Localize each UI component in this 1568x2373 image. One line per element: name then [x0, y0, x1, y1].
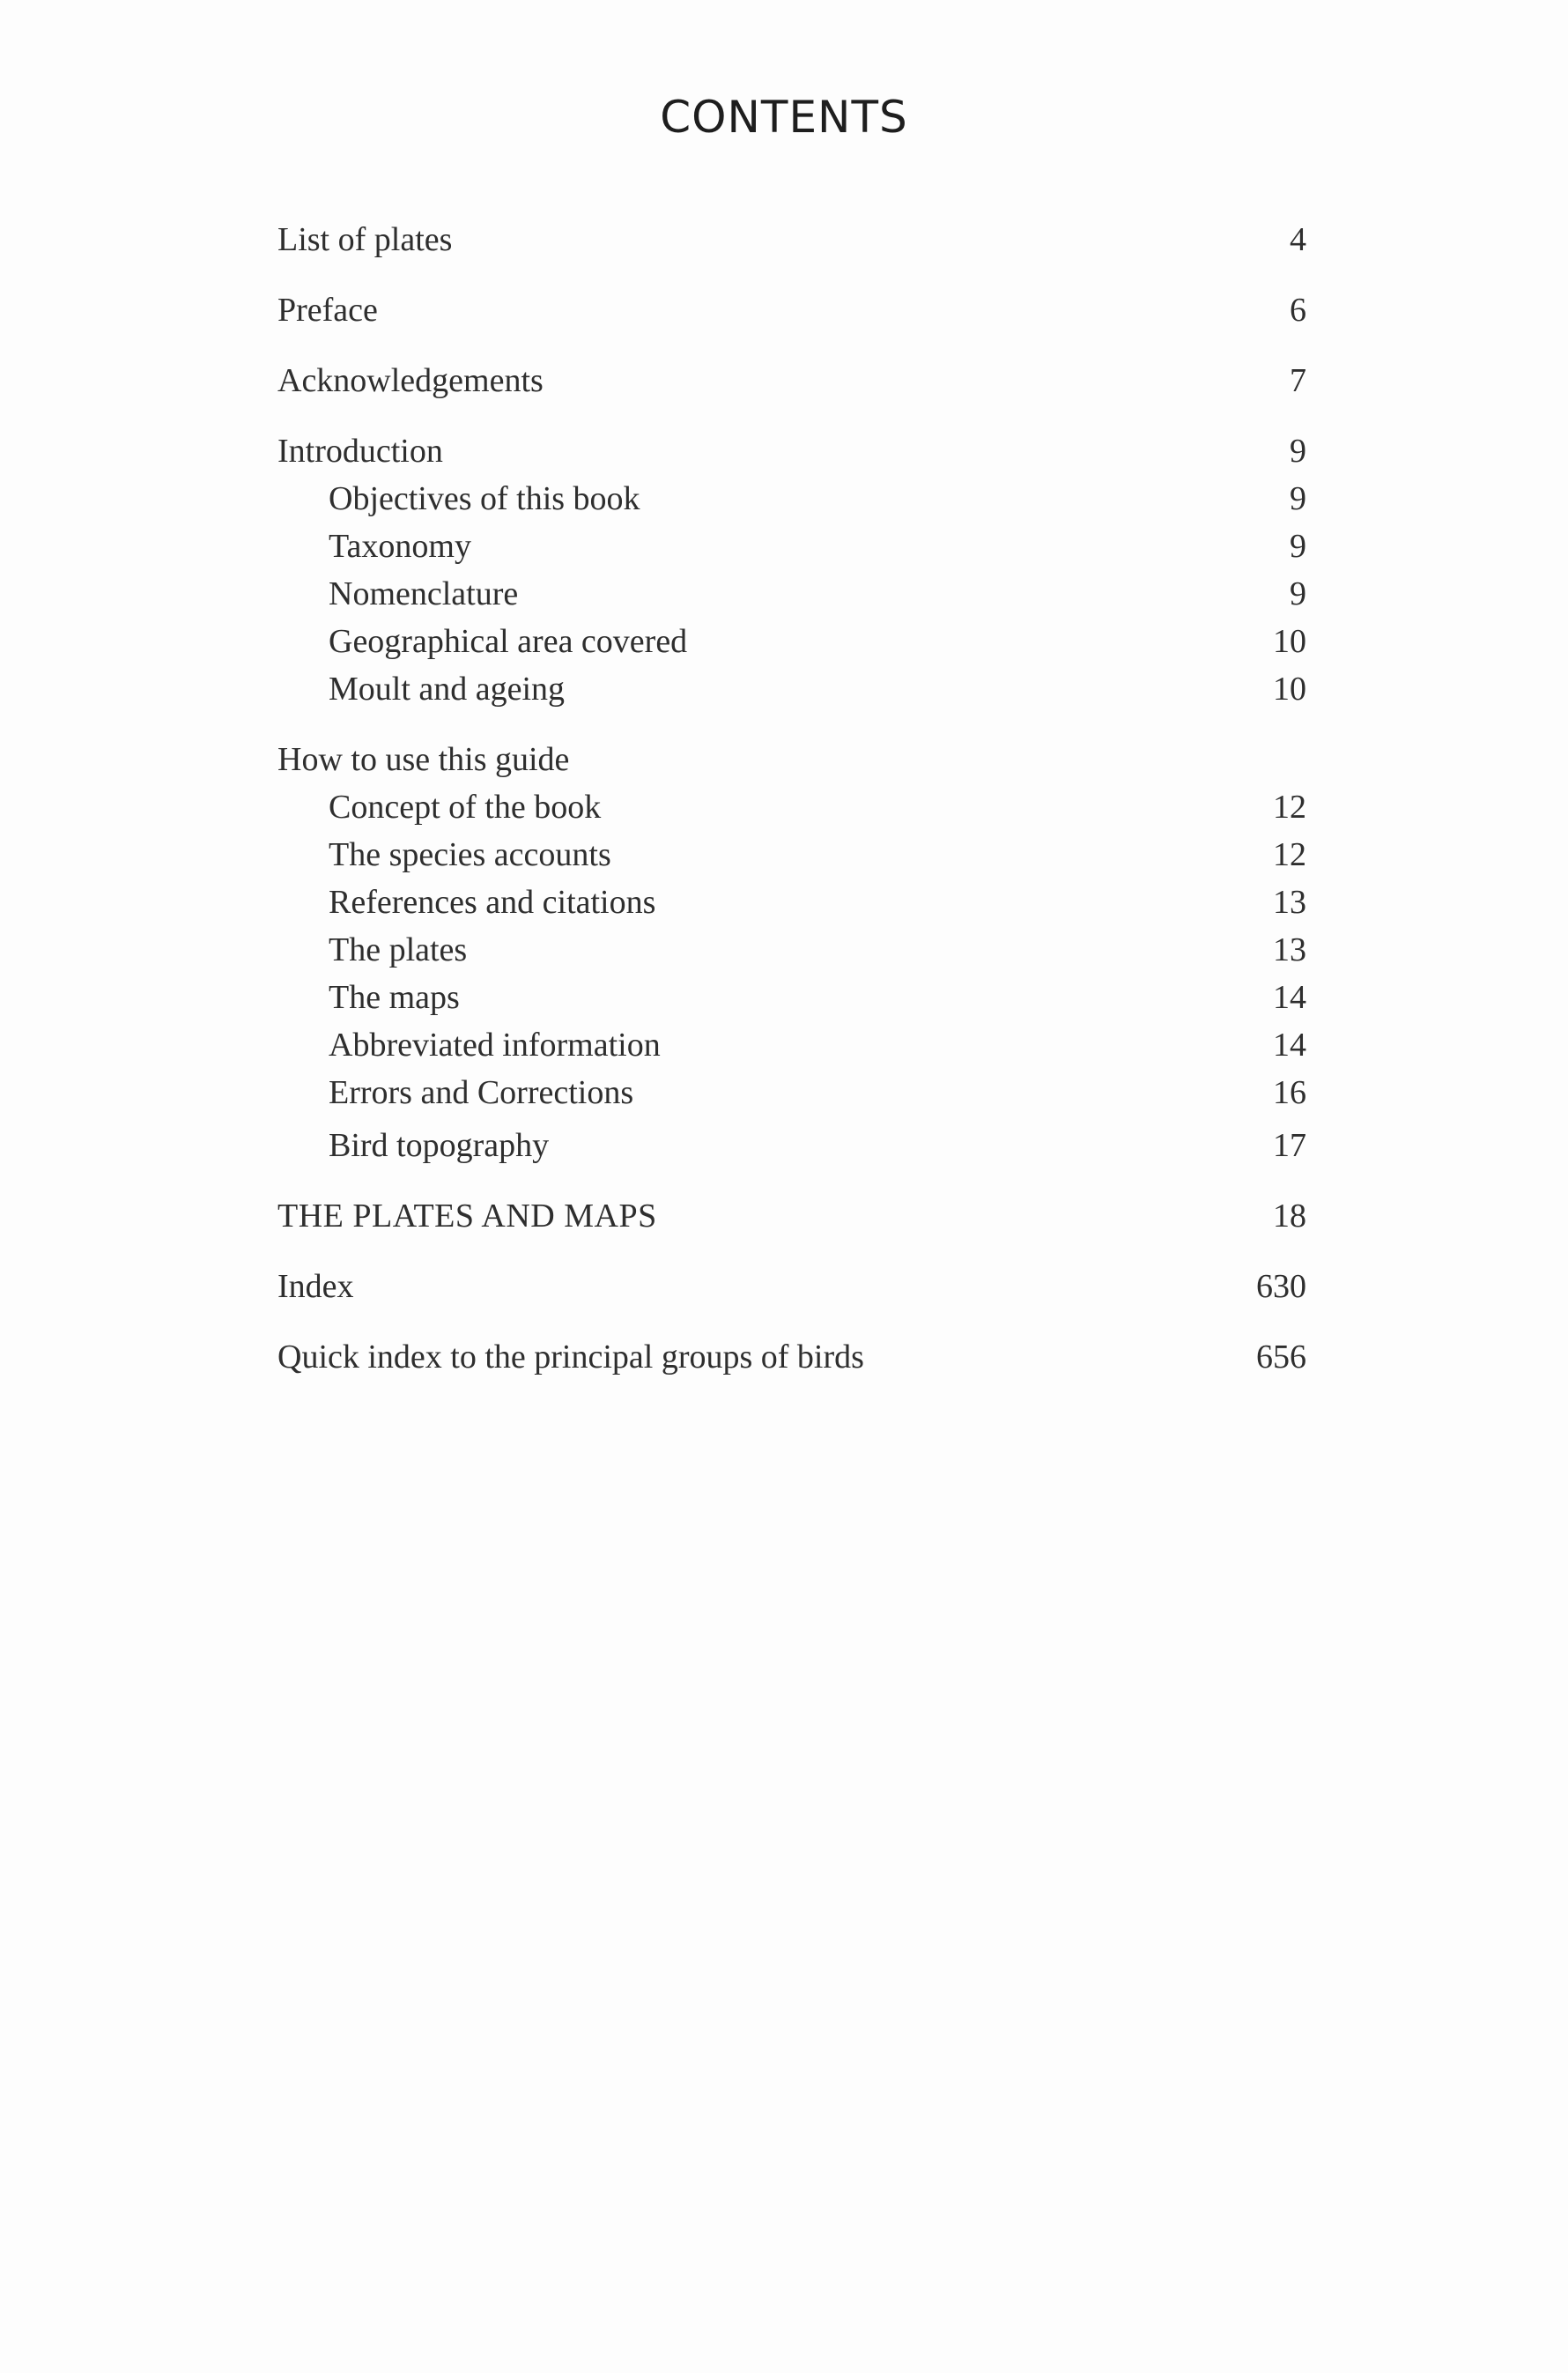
toc-subentry-references	[277, 879, 1306, 926]
toc-entry-label: Concept of the book	[329, 789, 602, 826]
toc-entry-label: References and citations	[329, 884, 656, 921]
toc-entry-how-to-use	[277, 736, 1306, 783]
toc-entry-page: 10	[1273, 671, 1306, 708]
toc-entry-label: Taxonomy	[329, 528, 471, 565]
toc-entry-index	[277, 1263, 1306, 1310]
toc-entry-page: 9	[1290, 575, 1306, 612]
toc-subentry-the-maps	[277, 974, 1306, 1021]
toc-subentry-objectives	[277, 475, 1306, 523]
toc-entry-label: Preface	[277, 292, 378, 329]
toc-entry-label: Objectives of this book	[329, 480, 640, 517]
toc-entry-page: 16	[1273, 1074, 1306, 1111]
toc-entry-quick-index	[277, 1333, 1306, 1381]
toc-subentry-taxonomy	[277, 523, 1306, 570]
toc-entry-page: 18	[1273, 1198, 1306, 1235]
toc-subentry-the-plates	[277, 926, 1306, 974]
toc-subentry-moult-and-ageing	[277, 665, 1306, 713]
toc-entry-page: 4	[1290, 221, 1306, 258]
toc-entry-page: 9	[1290, 433, 1306, 470]
toc-entry-plates-and-maps	[277, 1192, 1306, 1240]
toc-subentry-concept	[277, 783, 1306, 831]
toc-subentry-errors-and-corrections	[277, 1069, 1306, 1116]
toc-entry-label: The maps	[329, 979, 460, 1016]
toc-entry-label: Acknowledgements	[277, 362, 544, 399]
toc-entry-label: Index	[277, 1268, 354, 1305]
toc-entry-page: 9	[1290, 480, 1306, 517]
toc-entry-label: Nomenclature	[329, 575, 519, 612]
toc-entry-page: 17	[1273, 1127, 1306, 1164]
toc-entry-page: 6	[1290, 292, 1306, 329]
toc-entry-introduction	[277, 427, 1306, 475]
toc-entry-page: 12	[1273, 789, 1306, 826]
toc-subentry-abbreviated-information	[277, 1021, 1306, 1069]
toc-entry-page: 13	[1273, 931, 1306, 968]
toc-entry-page: 14	[1273, 979, 1306, 1016]
toc-entry-label: Errors and Corrections	[329, 1074, 634, 1111]
table-of-contents	[277, 216, 1306, 1381]
toc-subentry-species-accounts	[277, 831, 1306, 879]
toc-entry-page: 656	[1256, 1339, 1306, 1376]
toc-entry-page: 14	[1273, 1027, 1306, 1064]
toc-entry-label: How to use this guide	[277, 741, 570, 778]
toc-entry-page: 9	[1290, 528, 1306, 565]
toc-entry-page: 630	[1256, 1268, 1306, 1305]
toc-entry-label: The plates	[329, 931, 468, 968]
toc-entry-acknowledgements	[277, 357, 1306, 404]
toc-entry-label: Introduction	[277, 433, 443, 470]
toc-subentry-geographical-area	[277, 618, 1306, 665]
toc-entry-label: Abbreviated information	[329, 1027, 661, 1064]
toc-entry-page: 7	[1290, 362, 1306, 399]
toc-entry-label: Geographical area covered	[329, 623, 688, 660]
toc-entry-label: The species accounts	[329, 836, 611, 873]
toc-entry-page: 12	[1273, 836, 1306, 873]
toc-entry-label: Bird topography	[329, 1127, 550, 1164]
toc-entry-label: THE PLATES AND MAPS	[277, 1198, 657, 1235]
toc-subentry-bird-topography	[277, 1122, 1306, 1169]
toc-entry-page: 10	[1273, 623, 1306, 660]
toc-entry-preface	[277, 286, 1306, 334]
page-title: CONTENTS	[660, 92, 908, 143]
toc-entry-label: Moult and ageing	[329, 671, 566, 708]
toc-entry-page: 13	[1273, 884, 1306, 921]
toc-entry-label: List of plates	[277, 221, 453, 258]
toc-entry-list-of-plates	[277, 216, 1306, 263]
toc-subentry-nomenclature	[277, 570, 1306, 618]
toc-entry-label: Quick index to the principal groups of birds	[277, 1339, 864, 1376]
